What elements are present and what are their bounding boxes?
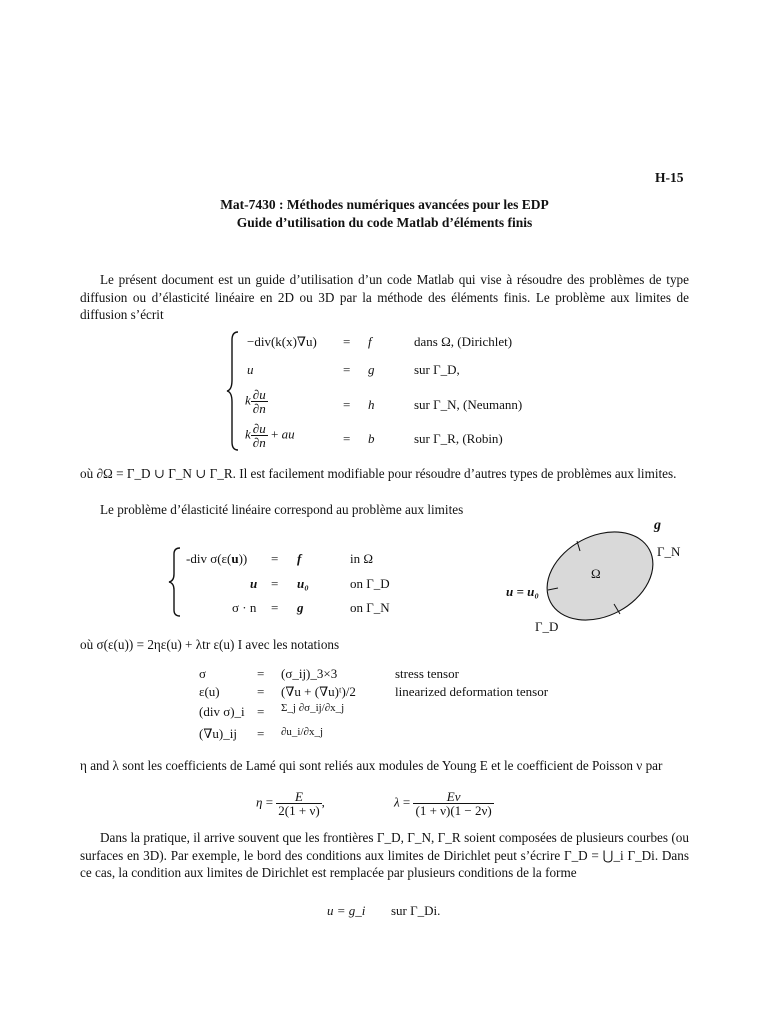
not-r1-eq: =: [257, 666, 265, 681]
diff-row3-rhs: h: [368, 397, 375, 412]
not-r2-desc: linearized deformation tensor: [395, 684, 549, 699]
stress-paragraph: où σ(ε(u)) = 2ηε(u) + λtr ε(u) I avec les notations: [80, 637, 340, 652]
boundary-parts-paragraph: Dans la pratique, il arrive souvent que les frontières Γ_D, Γ_N, Γ_R soient composées de plusieurs courbes (ou surfaces en 3D). Par exemple, le bord des conditions aux limites de Dirichlet peut s’écrire Γ_D = ⋃_i Γ_Di. Dans ce cas, la condition aux limites de Dirichlet est remplacée par plusieurs conditions de la forme: [80, 830, 689, 880]
diffusion-brace: [226, 330, 242, 452]
final-eq-cond: sur Γ_Di.: [391, 903, 441, 918]
diff-row1-lhs: −div(k(x)∇u): [247, 334, 317, 349]
diff-row2-rhs: g: [368, 362, 375, 377]
elas-row3-cond: on Γ_N: [350, 600, 390, 615]
diff-row3-cond: sur Γ_N, (Neumann): [414, 397, 523, 412]
figure-u-label: u = u₀: [506, 584, 539, 599]
elasticity-brace: [168, 546, 184, 618]
not-r3-eq: =: [257, 704, 265, 719]
lambda-numerator: Eν: [446, 789, 461, 804]
elas-row1-cond: in Ω: [350, 551, 374, 566]
diff-row4-eq: =: [343, 431, 351, 446]
not-r1-rhs: (σ_ij)_3×3: [281, 666, 338, 681]
lambda-equation: λ = $\frac{E\nu}{(1 + \nu)(1 - 2\nu)}$: [394, 789, 492, 818]
not-r4-rhs: ∂u_i/∂x_j: [281, 726, 324, 738]
diff-row2-cond: sur Γ_D,: [414, 362, 460, 377]
diff-row1-cond: dans Ω, (Dirichlet): [414, 334, 513, 349]
elas-row1-eq: =: [271, 551, 279, 566]
not-r4-lhs: (∇u)_ij: [199, 726, 237, 741]
diff-row1-eq: =: [343, 334, 351, 349]
elasticity-intro: Le problème d’élasticité linéaire correspond au problème aux limites: [100, 502, 464, 517]
diff-row3-eq: =: [343, 397, 351, 412]
page-label: H-15: [655, 170, 684, 185]
title-line-1: Mat-7430 : Méthodes numériques avancées pour les EDP: [220, 197, 549, 212]
not-r2-eq: =: [257, 684, 265, 699]
lame-paragraph: η and λ sont les coefficients de Lamé qui sont reliés aux modules de Young E et le coefficient de Poisson ν par: [80, 758, 663, 773]
elas-row3-lhs: σ · n: [232, 600, 257, 615]
figure-omega-label: Ω: [591, 566, 601, 581]
intro-paragraph: Le présent document est un guide d’utilisation d’un code Matlab qui vise à résoudre des problèmes de type diffusion ou d’élasticité linéaire en 2D ou 3D par la méthode des éléments finis. Le problème aux limites de diffusion s’écrit: [80, 272, 689, 322]
diff-row4-lhs: k $\frac{\partial u}{\partial n}$ + au: [245, 421, 295, 450]
diff-row4-cond: sur Γ_R, (Robin): [414, 431, 503, 446]
elas-row2-rhs: u₀: [297, 576, 309, 591]
boundary-paragraph: où ∂Ω = Γ_D ∪ Γ_N ∪ Γ_R. Il est facilement modifiable pour résoudre d’autres types de problèmes aux limites.: [80, 466, 677, 481]
figure-gamma-d-label: Γ_D: [535, 619, 559, 634]
eta-numerator: E: [295, 789, 303, 804]
not-r3-lhs: (div σ)_i: [199, 704, 245, 719]
lambda-denominator: (1 + ν)(1 − 2ν): [415, 803, 492, 818]
elas-row3-eq: =: [271, 600, 279, 615]
title-line-2: Guide d’utilisation du code Matlab d’éléments finis: [236, 215, 533, 230]
not-r1-lhs: σ: [199, 666, 207, 681]
not-r4-eq: =: [257, 726, 265, 741]
elas-row2-eq: =: [271, 576, 279, 591]
elas-row2-cond: on Γ_D: [350, 576, 390, 591]
diff-row1-rhs: f: [368, 334, 372, 349]
not-r2-lhs: ε(u): [199, 684, 220, 699]
final-eq-lhs: u = g_i: [327, 903, 366, 918]
not-r3-rhs: Σ_j ∂σ_ij/∂x_j: [281, 702, 345, 714]
diff-row3-lhs: k $\frac{\partial u}{\partial n}$: [245, 387, 266, 416]
elas-row2-lhs: u: [250, 576, 258, 591]
diff-row4-rhs: b: [368, 431, 375, 446]
not-r2-rhs: (∇u + (∇u)ᵗ)/2: [281, 684, 356, 699]
not-r1-desc: stress tensor: [395, 666, 459, 681]
elas-row1-rhs: f: [297, 551, 302, 566]
eta-equation: η = $\frac{E}{2(1 + \nu)}$ ,: [256, 789, 325, 818]
figure-gamma-n-label: Γ_N: [657, 544, 681, 559]
eta-denominator: 2(1 + ν): [278, 803, 320, 818]
figure-g-label: g: [654, 518, 661, 533]
diff-row2-lhs: u: [247, 362, 254, 377]
elas-row1-lhs: -div σ(ε(u)): [186, 551, 248, 566]
diff-row2-eq: =: [343, 362, 351, 377]
elas-row3-rhs: g: [297, 600, 304, 615]
